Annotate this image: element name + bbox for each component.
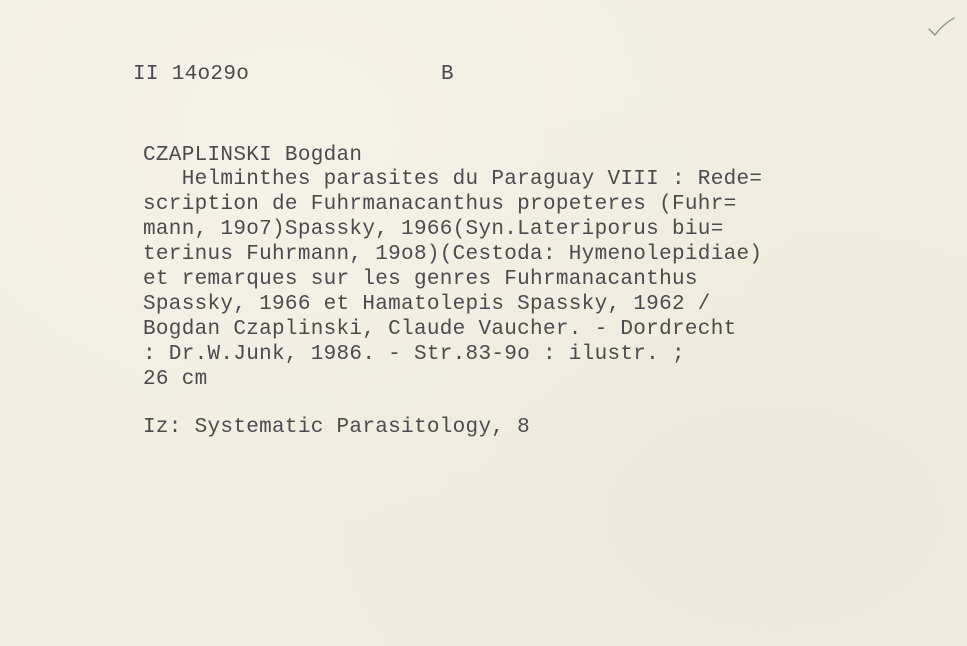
description-line: mann, 19o7)Spassky, 1966(Syn.Lateriporus biu= <box>143 218 724 241</box>
collection-mark: B <box>441 63 454 86</box>
description-line: Spassky, 1966 et Hamatolepis Spassky, 1962 / <box>143 293 711 316</box>
author-heading: CZAPLINSKI Bogdan <box>143 144 363 167</box>
description-line: scription de Fuhrmanacanthus propeteres (Fuhr= <box>143 193 737 216</box>
description-line: Bogdan Czaplinski, Claude Vaucher. - Dordrecht <box>143 318 737 341</box>
check-mark-icon <box>927 16 955 38</box>
description-line: Helminthes parasites du Paraguay VIII : Rede= <box>143 168 763 191</box>
description-line: : Dr.W.Junk, 1986. - Str.83-9o : ilustr. ; <box>143 343 685 366</box>
call-number: II 14o29o <box>133 63 250 86</box>
source-note: Iz: Systematic Parasitology, 8 <box>143 416 531 439</box>
description-line: 26 cm <box>143 368 208 391</box>
bibliographic-description <box>143 167 762 392</box>
description-line: terinus Fuhrmann, 19o8)(Cestoda: Hymenolepidiae) <box>143 243 763 266</box>
description-line: et remarques sur les genres Fuhrmanacanthus <box>143 268 698 291</box>
